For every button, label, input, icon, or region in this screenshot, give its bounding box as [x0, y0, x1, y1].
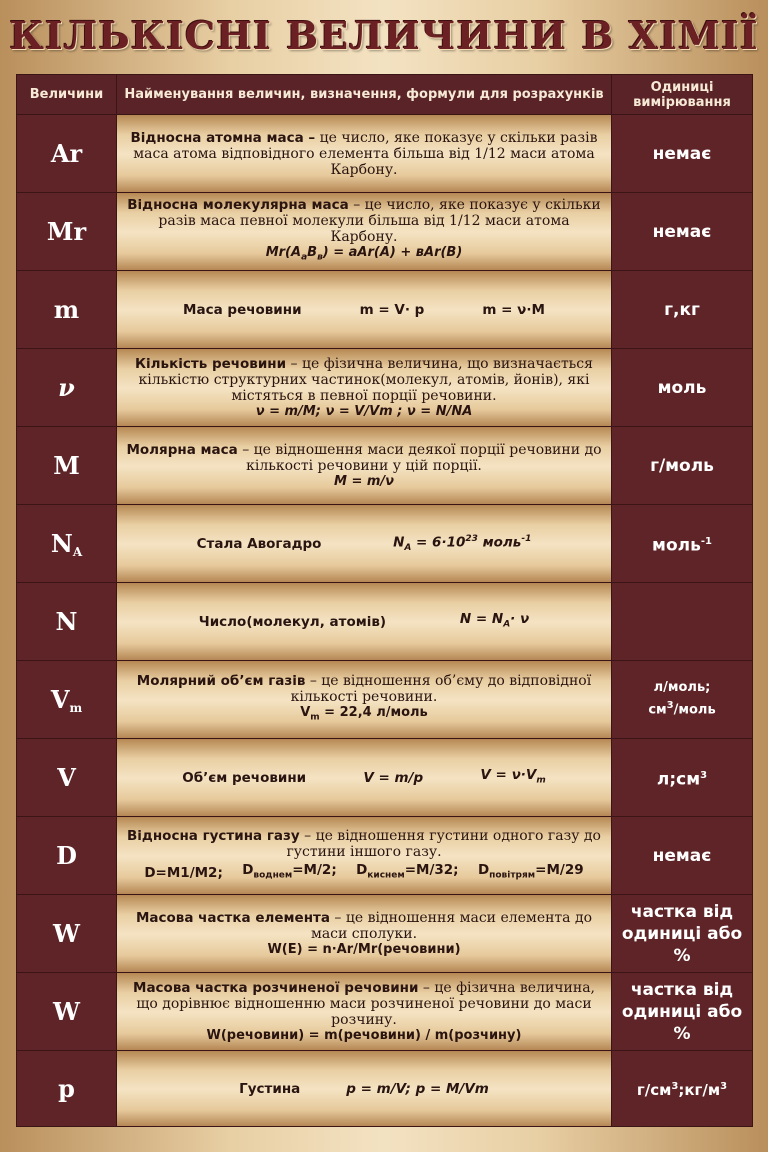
- page-title: КІЛЬКІСНІ ВЕЛИЧИНИ В ХІМІЇ: [9, 13, 759, 58]
- header-units: Одиниці вимірювання: [612, 75, 753, 115]
- formula: $Mr(A_aB_в) = aAr(A) + вAr(B)$: [265, 245, 463, 263]
- formula: ν = m/M; ν = V/Vm ; ν = N/NA: [255, 403, 473, 419]
- table-row: [17, 661, 753, 739]
- table-row: [17, 583, 753, 661]
- symbol-cell: Ar: [17, 115, 117, 193]
- symbol-cell: $N_A$: [17, 505, 117, 583]
- description-cell: Відносна атомна маса – це число, яке показує у скільки разів маса атома відповідного елемента більша від 1/12 маси атома Карбону.: [117, 115, 612, 193]
- symbol-cell: p: [17, 1051, 117, 1127]
- symbol-cell: W: [17, 895, 117, 973]
- description-cell: Маса речовини m = V· p m = ν·M: [117, 271, 612, 349]
- description-cell: Молярна маса – це відношення маси деякої порції речовини до кількості речовини у цій порції. M = m/ν: [117, 427, 612, 505]
- description-cell: Масова частка елемента – це відношення маси елемента до маси сполуки. W(E) = n·Ar/Mr(речовини): [117, 895, 612, 973]
- header-quantities: Величини: [17, 75, 117, 115]
- unit-cell: л/моль; $см^3$/моль: [612, 661, 753, 739]
- header-description: Найменування величин, визначення, формули для розрахунків: [117, 75, 612, 115]
- table-row: [17, 817, 753, 895]
- description-cell: Число(молекул, атомів) $N = N_A\cdot \nu$: [117, 583, 612, 661]
- symbol-cell: m: [17, 271, 117, 349]
- unit-cell: [612, 583, 753, 661]
- symbol-cell: W: [17, 973, 117, 1051]
- symbol-cell: N: [17, 583, 117, 661]
- description-cell: Об’єм речовини V = m/p $V = \nu\cdot V_m$: [117, 739, 612, 817]
- unit-cell: г/моль: [612, 427, 753, 505]
- formula: $V_m = 22,4$ л/моль: [300, 705, 428, 723]
- formula: M = m/ν: [333, 473, 395, 489]
- table-row: [17, 193, 753, 271]
- formula: W(речовини) = m(речовини) / m(розчину): [206, 1027, 522, 1043]
- table-row: [17, 271, 753, 349]
- description-cell: Густина p = m/V; p = M/Vm: [117, 1051, 612, 1127]
- table-row: [17, 427, 753, 505]
- table-row: [17, 1051, 753, 1127]
- description-cell: Стала Авогадро $N_A = 6\cdot 10^{23}$ моль$^{-1}$: [117, 505, 612, 583]
- table-row: [17, 895, 753, 973]
- symbol-cell: Mr: [17, 193, 117, 271]
- quantities-table: [16, 74, 753, 1127]
- table-row: [17, 973, 753, 1051]
- description-cell: Відносна молекулярна маса – це число, яке показує у скільки разів маса певної молекули більша від 1/12 маси атома Карбону. $Mr(A_aB_в) = aAr(A) + вAr(B)$: [117, 193, 612, 271]
- symbol-cell: D: [17, 817, 117, 895]
- unit-cell: моль$^{-1}$: [612, 505, 753, 583]
- symbol-cell: ν: [17, 349, 117, 427]
- unit-cell: немає: [612, 115, 753, 193]
- unit-cell: немає: [612, 817, 753, 895]
- unit-cell: частка від одиниці або %: [612, 895, 753, 973]
- table-header-row: [17, 75, 753, 115]
- formula: W(E) = n·Ar/Mr(речовини): [267, 941, 461, 957]
- description-cell: Масова частка розчиненої речовини – це фізична величина, що дорівнює відношенню маси розчиненої речовини до маси розчину. W(речовини) = m(речовини) / m(розчину): [117, 973, 612, 1051]
- symbol-cell: M: [17, 427, 117, 505]
- unit-cell: немає: [612, 193, 753, 271]
- unit-cell: г,кг: [612, 271, 753, 349]
- description-cell: Молярний об’єм газів – це відношення об’єму до відповідної кількості речовини. $V_m = 22,4$ л/моль: [117, 661, 612, 739]
- description-cell: Кількість речовини – це фізична величина, що визначається кількістю структурних частинок(молекул, атомів, йонів), які містяться в певної порції речовини. ν = m/M; ν = V/Vm ; ν = N/NA: [117, 349, 612, 427]
- symbol-cell: $V_m$: [17, 661, 117, 739]
- unit-cell: моль: [612, 349, 753, 427]
- unit-cell: частка від одиниці або %: [612, 973, 753, 1051]
- table-row: [17, 505, 753, 583]
- table-row: [17, 115, 753, 193]
- unit-cell: $г/см^3;кг/м^3$: [612, 1051, 753, 1127]
- table-row: [17, 739, 753, 817]
- description-cell: Відносна густина газу – це відношення густини одного газу до густини іншого газу. D=M1/M2; $D_{воднем}=M/2$; $D_{киснем}=M/32$; $D_{повітрям}=M/29$: [117, 817, 612, 895]
- unit-cell: $л;см^3$: [612, 739, 753, 817]
- symbol-cell: V: [17, 739, 117, 817]
- table-row: [17, 349, 753, 427]
